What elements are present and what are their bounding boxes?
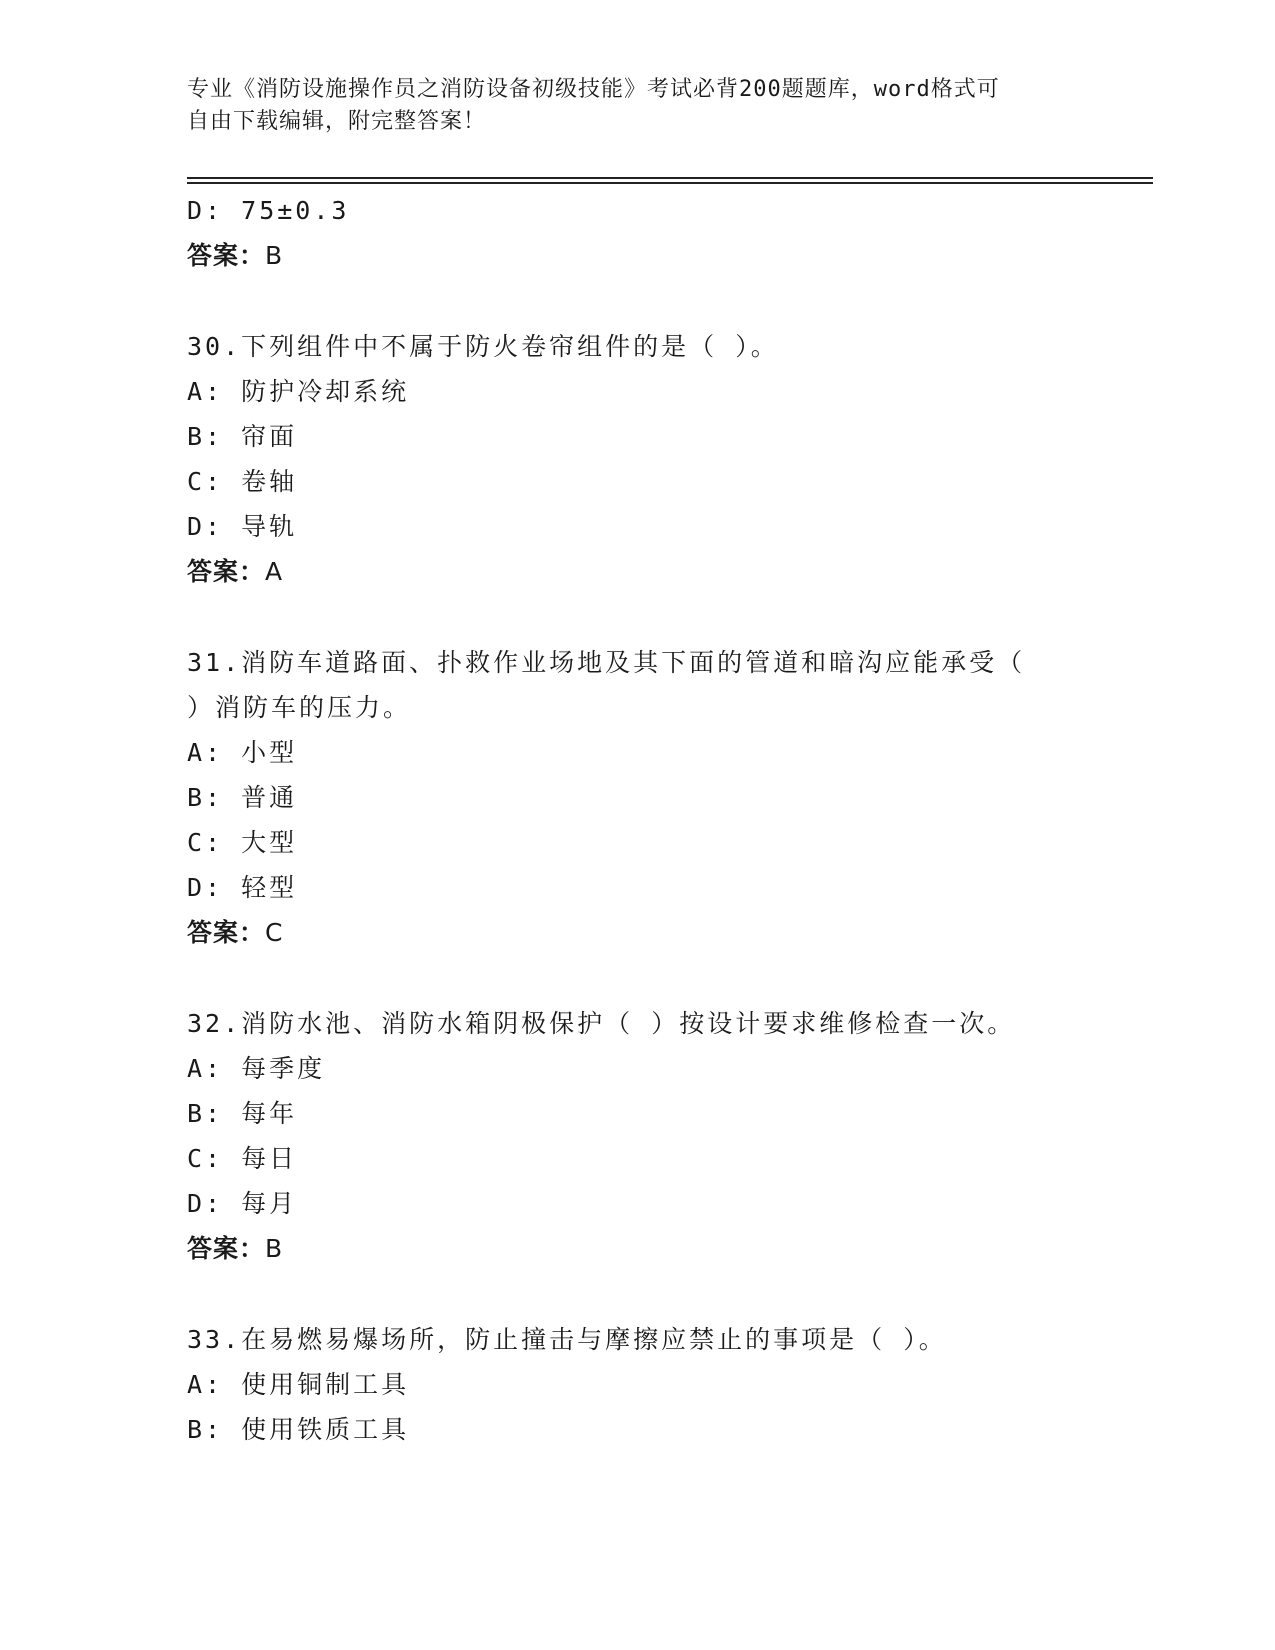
option-b: B: 普通 — [187, 783, 298, 812]
question-stem: 30.下列组件中不属于防火卷帘组件的是（ ）。 — [187, 332, 779, 361]
option-a: A: 每季度 — [187, 1054, 326, 1083]
question-stem-line-2: ）消防车的压力。 — [187, 693, 412, 722]
option-d: D: 导轨 — [187, 512, 298, 541]
option-c: C: 卷轴 — [187, 467, 298, 496]
option-b: B: 使用铁质工具 — [187, 1415, 410, 1444]
header-line-2: 自由下载编辑，附完整答案！ — [187, 109, 487, 134]
answer — [187, 549, 1127, 594]
option-d: D: 轻型 — [187, 873, 298, 902]
question-stem: 33.在易燃易爆场所，防止撞击与摩擦应禁止的事项是（ ）。 — [187, 1325, 947, 1354]
prev-answer — [187, 233, 1127, 278]
spacer — [187, 955, 1127, 1001]
spacer — [187, 278, 1127, 324]
option-a: A: 小型 — [187, 738, 298, 767]
question-stem: 32.消防水池、消防水箱阴极保护（ ）按设计要求维修检查一次。 — [187, 1009, 1016, 1038]
option-d: D: 每月 — [187, 1189, 298, 1218]
question-31 — [187, 640, 1127, 955]
answer-label: 答案： — [187, 241, 266, 270]
header-divider-top — [187, 177, 1153, 179]
option-b: B: 每年 — [187, 1099, 298, 1128]
answer-value: B — [265, 1234, 284, 1263]
answer-label: 答案： — [187, 918, 266, 947]
option-c: C: 每日 — [187, 1144, 298, 1173]
option-c: C: 大型 — [187, 828, 298, 857]
question-33 — [187, 1317, 1127, 1452]
option-a: A: 防护冷却系统 — [187, 377, 410, 406]
answer-label: 答案： — [187, 1234, 266, 1263]
answer-label: 答案： — [187, 557, 266, 586]
question-stem-line-1: 31.消防车道路面、扑救作业场地及其下面的管道和暗沟应能承受（ — [187, 648, 1026, 677]
spacer — [187, 594, 1127, 640]
header-line-1: 专业《消防设施操作员之消防设备初级技能》考试必背200题题库，word格式可 — [187, 77, 1000, 102]
spacer — [187, 1271, 1127, 1317]
answer — [187, 1226, 1127, 1271]
prev-option-d: D: 75±0.3 — [187, 196, 350, 225]
answer-value: B — [265, 241, 284, 270]
document-header — [187, 74, 1067, 138]
question-content — [187, 188, 1127, 1452]
answer — [187, 910, 1127, 955]
question-30 — [187, 324, 1127, 594]
answer-value: A — [265, 557, 284, 586]
answer-value: C — [265, 918, 284, 947]
header-divider-bottom — [187, 182, 1153, 184]
option-b: B: 帘面 — [187, 422, 298, 451]
option-a: A: 使用铜制工具 — [187, 1370, 410, 1399]
question-32 — [187, 1001, 1127, 1271]
